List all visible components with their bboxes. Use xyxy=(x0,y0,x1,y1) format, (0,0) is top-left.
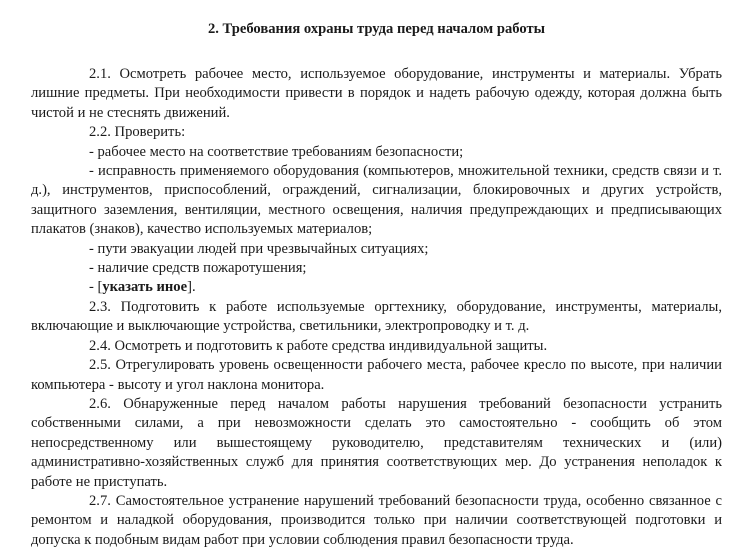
paragraph-2-1: 2.1. Осмотреть рабочее место, используемое оборудование, инструменты и материалы. Убрать лишние предметы. При необходимости привести в порядок и надеть рабочую одежду, которая должна быть чистой и не стеснять движений. xyxy=(31,66,722,121)
check-item-equipment: - исправность применяемого оборудования (компьютеров, множительной техники, средств связи и т. д.), инструментов, приспособлений, ограждений, сигнализации, блокировочных и других устройств, защитного заземления, вентиляции, местного освещения, наличия предупреждающих и предписывающих плакатов (знаков), качество используемых материалов; xyxy=(31,163,722,238)
placeholder-specify-other: указать иное xyxy=(102,279,188,296)
paragraph-2-3: 2.3. Подготовить к работе используемые оргтехнику, оборудование, инструменты, материалы, включающие и выключающие устройства, светильники, электропроводку и т. д. xyxy=(31,298,722,335)
paragraph-2-2: 2.2. Проверить: xyxy=(89,124,186,141)
check-item-other xyxy=(31,278,722,297)
paragraph-2-4: 2.4. Осмотреть и подготовить к работе средства индивидуальной защиты. xyxy=(89,337,548,354)
paragraph-2-6: 2.6. Обнаруженные перед началом работы нарушения требований безопасности устранить собственными силами, а при невозможности сделать это самостоятельно - сообщить об этом непосредственному или вышестоящему руководителю, представителям технических и (или) административно-хозяйственных служб для принятия соответствующих мер. До устранения неполадок к работе не приступать. xyxy=(31,395,722,490)
section-title: 2. Требования охраны труда перед началом работы xyxy=(207,21,546,37)
check-item-evacuation: - пути эвакуации людей при чрезвычайных ситуациях; xyxy=(89,240,429,257)
paragraph-2-7: 2.7. Самостоятельное устранение нарушений требований безопасности труда, особенно связанное с ремонтом и наладкой оборудования, производится только при наличии соответствующей подготовки и допуска к подобным видам работ при условии соблюдения правил безопасности труда. xyxy=(31,492,722,548)
paragraph-2-5: 2.5. Отрегулировать уровень освещенности рабочего места, рабочее кресло по высоте, при наличии компьютера - высоту и угол наклона монитора. xyxy=(31,357,722,393)
check-item-other-prefix: - [ xyxy=(89,279,103,296)
check-item-other-suffix: ]. xyxy=(187,279,196,296)
check-item-workplace: - рабочее место на соответствие требованиям безопасности; xyxy=(89,143,464,160)
check-item-fire-extinguishing: - наличие средств пожаротушения; xyxy=(89,260,307,277)
